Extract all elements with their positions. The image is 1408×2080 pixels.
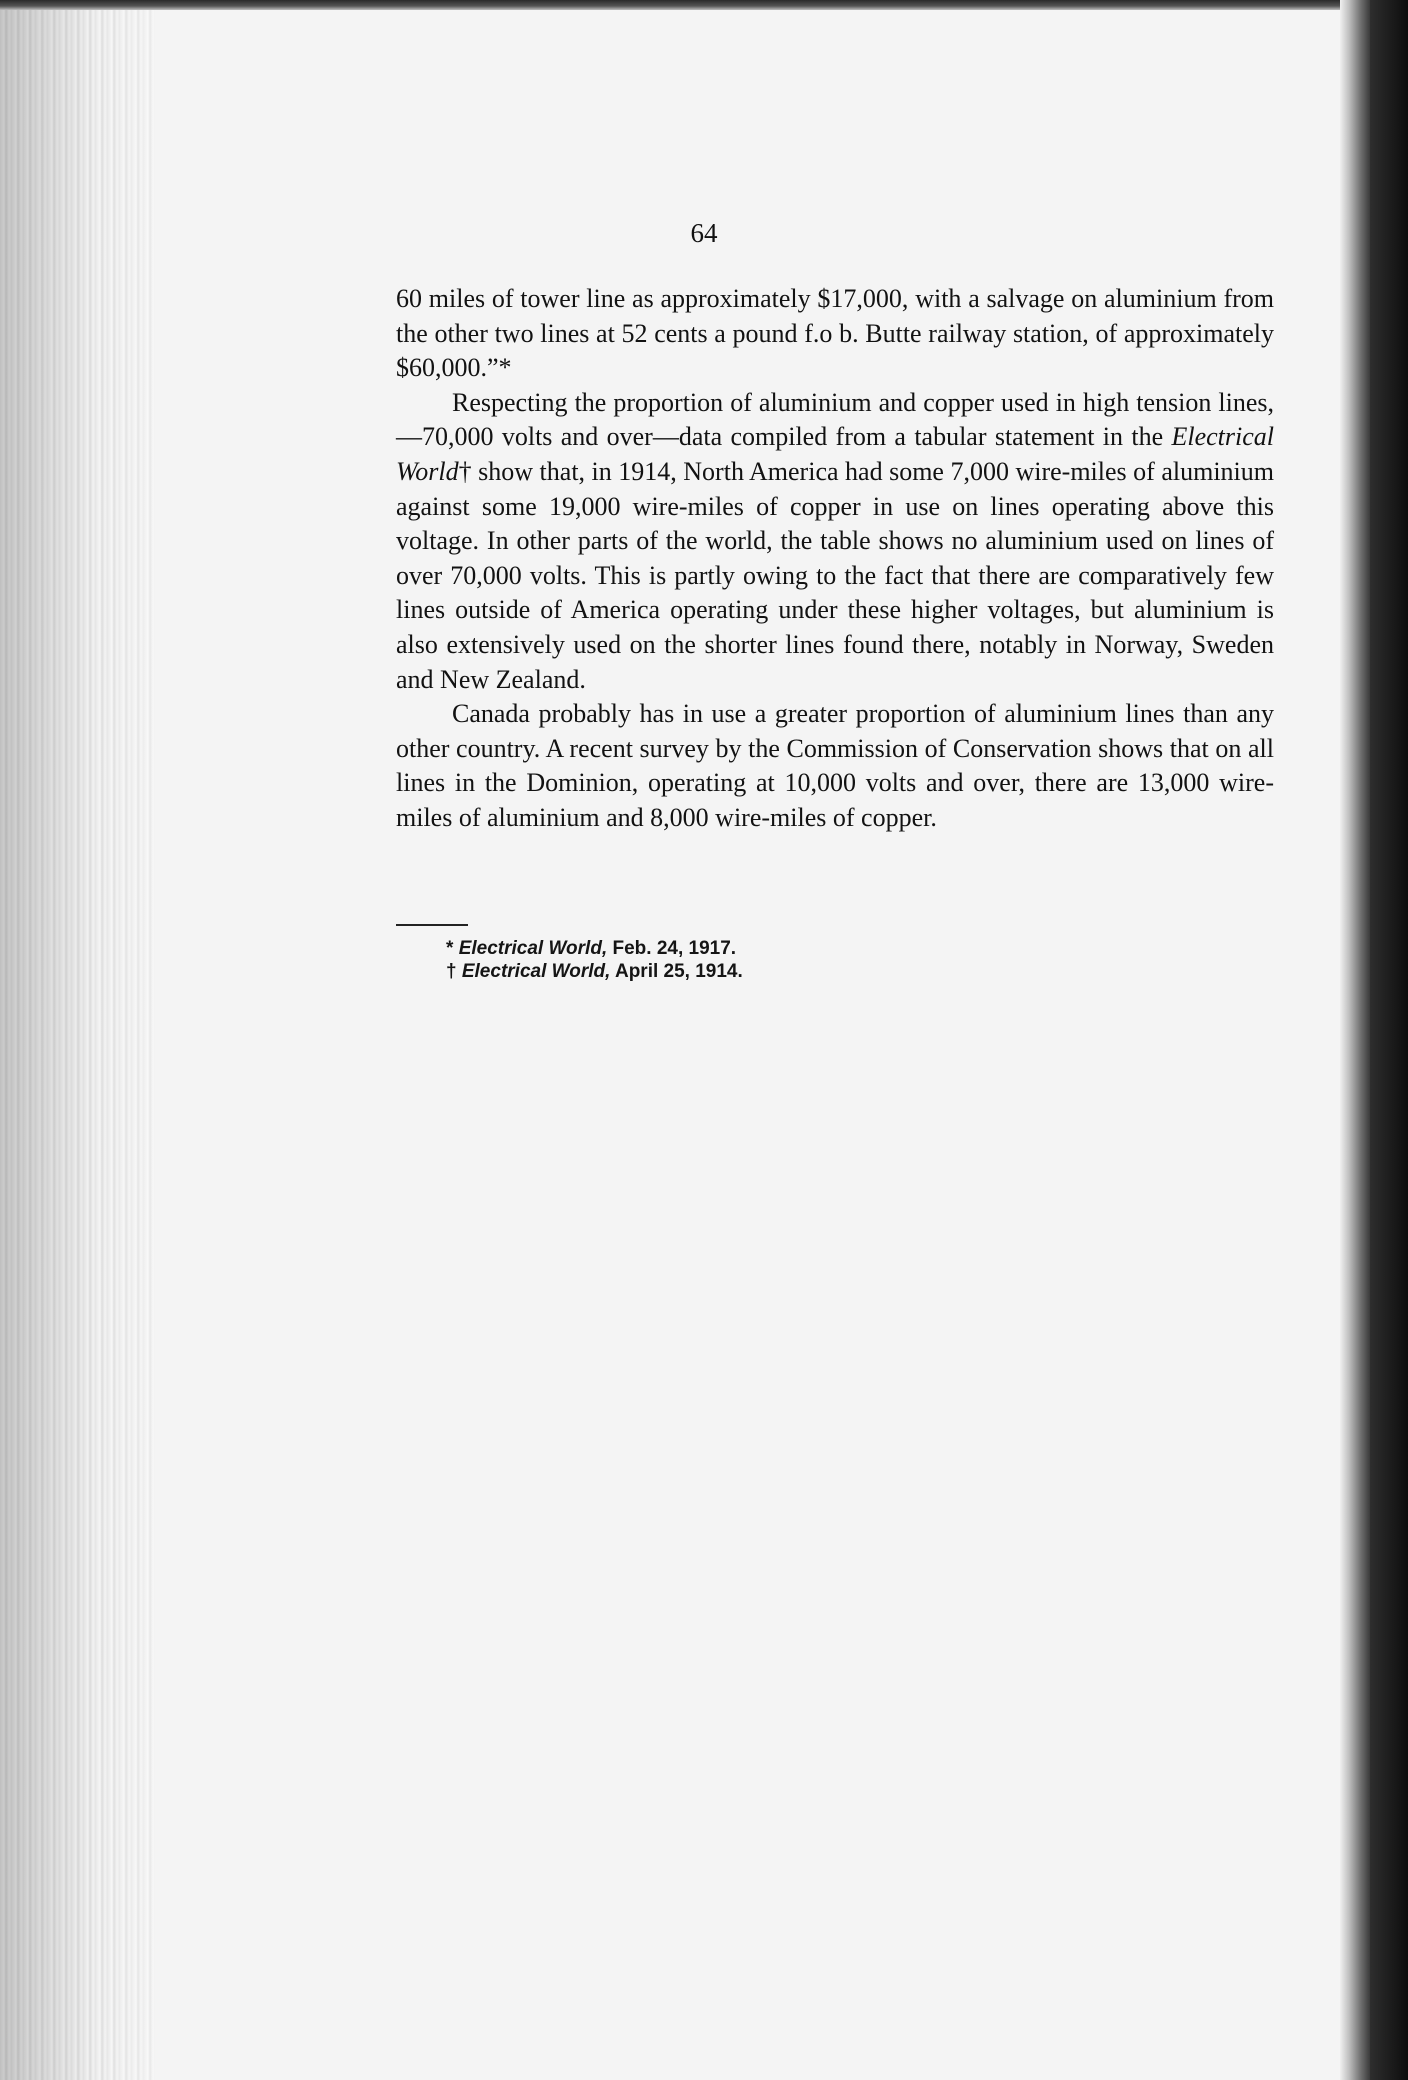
- footnotes: [446, 937, 743, 983]
- footnote-2: [446, 960, 743, 983]
- page-edges-shading: [0, 6, 160, 2080]
- right-dark-margin: [1370, 0, 1408, 2080]
- page-number: 64: [690, 218, 718, 248]
- body-text: [396, 282, 1274, 836]
- paragraph-1: 60 miles of tower line as approximately $17,000, with a salvage on aluminium from the other two lines at 52 cents a pound f.o b. Butte railway station, of approximately $60,000.”*: [396, 284, 1274, 383]
- paragraph-2: [396, 386, 1274, 697]
- paragraph-3: Canada probably has in use a greater proportion of aluminium lines than any other country. A recent survey by the Commission of Conservation shows that on all lines in the Dominion, operating at 10,000 volts and over, there are 13,000 wire-miles of aluminium and 8,000 wire-miles of copper.: [396, 699, 1274, 832]
- paragraph-2-start: Respecting the proportion of aluminium and copper used in high tension lines,—70,000 volts and over—data compiled from a tabular statement in the: [396, 387, 1274, 452]
- spine-shadow: [1340, 0, 1370, 2080]
- footnote-1-date: Feb. 24, 1917.: [612, 938, 737, 959]
- footnote-1-mark: *: [446, 938, 454, 959]
- footnote-divider: [396, 924, 468, 926]
- footnote-1-journal: Electrical World,: [458, 938, 608, 959]
- footnote-mark: †: [458, 456, 472, 486]
- footnote-2-mark: †: [446, 961, 457, 982]
- footnote-2-journal: Electrical World,: [461, 961, 611, 982]
- footnote-1: [446, 937, 743, 960]
- top-page-edge: [0, 0, 1350, 10]
- journal-citation: Electrical World: [396, 422, 1274, 486]
- footnote-2-date: April 25, 1914.: [614, 961, 743, 982]
- paragraph-2-end: show that, in 1914, North America had some 7,000 wire-miles of aluminium against some 19,000 wire-miles of copper in use on lines operating above this voltage. In other parts of the world, the table shows no aluminium used on lines of over 70,000 volts. This is partly owing to the fact that there are comparatively few lines outside of America operating under these higher voltages, but aluminium is also extensively used on the shorter lines found there, notably in Norway, Sweden and New Zealand.: [396, 456, 1274, 694]
